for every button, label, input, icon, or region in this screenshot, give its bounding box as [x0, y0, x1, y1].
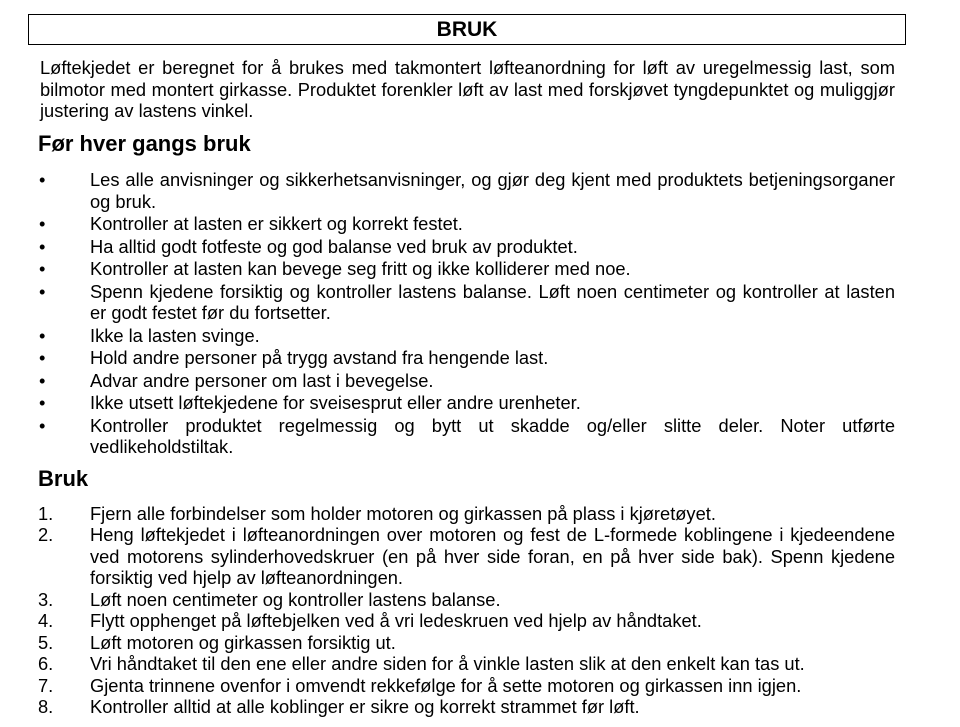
- title-box: [28, 14, 906, 45]
- precaution-text: Kontroller produktet regelmessig og bytt ut skadde og/eller slitte deler. Noter utførte vedlikeholdstiltak.: [90, 414, 895, 457]
- usage-steps-list: [38, 503, 895, 718]
- bullet-icon: •: [39, 213, 46, 234]
- usage-step: [38, 632, 895, 654]
- page-title: BRUK: [436, 18, 498, 41]
- precaution-item: [38, 213, 895, 235]
- step-text: Vri håndtaket til den ene eller andre siden for å vinkle lasten slik at den enkelt kan tas ut.: [90, 653, 805, 674]
- step-number: 5.: [38, 631, 54, 653]
- precaution-text: Advar andre personer om last i bevegelse.: [90, 369, 434, 391]
- bullet-icon: •: [39, 392, 46, 413]
- usage-step: [38, 653, 895, 675]
- step-number: 6.: [38, 653, 54, 674]
- precaution-text: Spenn kjedene forsiktig og kontroller lastens balanse. Løft noen centimeter og kontroller at lasten er godt festet før du fortsetter.: [90, 280, 895, 323]
- usage-step: [38, 696, 895, 718]
- precaution-item: [38, 415, 895, 458]
- step-text: Løft noen centimeter og kontroller lastens balanse.: [90, 588, 501, 610]
- bullet-icon: •: [39, 235, 46, 257]
- bullet-icon: •: [39, 347, 46, 368]
- precaution-item: [38, 236, 895, 258]
- step-text: Fjern alle forbindelser som holder motoren og girkassen på plass i kjøretøyet.: [90, 502, 716, 524]
- bullet-icon: •: [39, 280, 46, 302]
- section-heading-precautions: Før hver gangs bruk: [38, 131, 251, 156]
- step-number: 3.: [38, 588, 54, 610]
- step-number: 8.: [38, 696, 54, 717]
- precaution-text: Kontroller at lasten er sikkert og korrekt festet.: [90, 213, 463, 234]
- bullet-icon: •: [39, 324, 46, 346]
- bullet-icon: •: [39, 369, 46, 391]
- usage-step: [38, 524, 895, 589]
- precaution-item: [38, 258, 895, 280]
- step-text: Flytt opphenget på løftebjelken ved å vri ledeskruen ved hjelp av håndtaket.: [90, 610, 702, 631]
- precaution-item: [38, 169, 895, 212]
- precaution-item: [38, 325, 895, 347]
- step-text: Løft motoren og girkassen forsiktig ut.: [90, 631, 396, 653]
- step-number: 7.: [38, 674, 54, 696]
- step-number: 4.: [38, 610, 54, 631]
- precaution-text: Hold andre personer på trygg avstand fra hengende last.: [90, 347, 549, 368]
- precaution-item: [38, 370, 895, 392]
- precaution-text: Ikke la lasten svinge.: [90, 324, 260, 346]
- precaution-item: [38, 281, 895, 324]
- precaution-item: [38, 392, 895, 414]
- step-text: Heng løftekjedet i løfteanordningen over motoren og fest de L-formede koblingene i kjedeendene ved motorens sylinderhovedskruer (en på hver side foran, en på hver side bak). Spenn kjedene forsiktig ved hjelp av løfteanordningen.: [90, 524, 895, 588]
- step-text: Kontroller alltid at alle koblinger er sikre og korrekt strammet før løft.: [90, 696, 640, 717]
- precautions-list: [38, 169, 895, 459]
- step-number: 2.: [38, 524, 54, 545]
- precaution-text: Les alle anvisninger og sikkerhetsanvisninger, og gjør deg kjent med produktets betjeningsorganer og bruk.: [90, 169, 895, 212]
- section-heading-usage: Bruk: [38, 466, 89, 491]
- intro-paragraph: Løftekjedet er beregnet for å brukes med takmontert løfteanordning for løft av uregelmessig last, som bilmotor med montert girkasse. Produktet forenkler løft av last med forskjøvet tyngdepunktet og muliggjør justering av lastens vinkel.: [40, 57, 895, 121]
- usage-step: [38, 675, 895, 697]
- bullet-icon: •: [39, 258, 46, 279]
- usage-step: [38, 589, 895, 611]
- bullet-icon: •: [39, 414, 46, 436]
- precaution-text: Ikke utsett løftekjedene for sveisesprut eller andre urenheter.: [90, 392, 581, 413]
- bullet-icon: •: [39, 169, 46, 190]
- usage-step: [38, 610, 895, 632]
- precaution-text: Kontroller at lasten kan bevege seg fritt og ikke kolliderer med noe.: [90, 258, 631, 279]
- usage-step: [38, 503, 895, 525]
- step-text: Gjenta trinnene ovenfor i omvendt rekkefølge for å sette motoren og girkassen inn igjen.: [90, 674, 802, 696]
- precaution-item: [38, 347, 895, 369]
- step-number: 1.: [38, 502, 54, 524]
- precaution-text: Ha alltid godt fotfeste og god balanse ved bruk av produktet.: [90, 235, 578, 257]
